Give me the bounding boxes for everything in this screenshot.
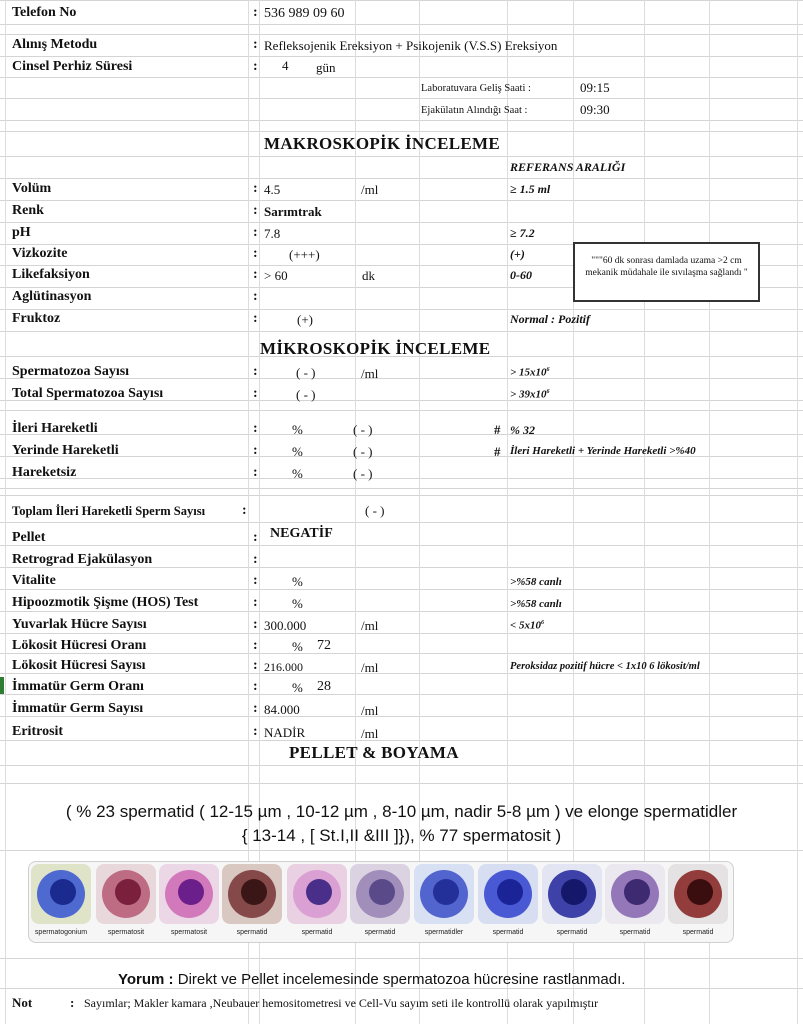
- sperm-sayisi-value: ( - ): [296, 365, 316, 380]
- colon: :: [253, 617, 258, 632]
- colon: :: [253, 701, 258, 716]
- ileri-ref: % 32: [510, 423, 535, 437]
- cell-image: [287, 864, 347, 924]
- hareketsiz-label: Hareketsiz: [12, 465, 77, 480]
- eritrosit-label: Eritrosit: [12, 724, 64, 739]
- makro-row-ref: 0-60: [510, 268, 532, 282]
- vitalite-label: Vitalite: [12, 573, 56, 588]
- hos-ref: >%58 canlı: [510, 598, 562, 610]
- cell-caption: spermatosit: [170, 929, 208, 936]
- sperm-sayisi-ref: > $15x10^6$: [510, 366, 550, 379]
- lokosit-oran-pct: %: [292, 639, 303, 654]
- immatur-sayi-unit: /ml: [361, 703, 379, 718]
- immatur-oran-value: 28: [317, 679, 331, 694]
- makro-row-ref: ≥ 1.5 ml: [510, 182, 551, 196]
- colon: :: [253, 267, 258, 282]
- likefaksiyon-note-box: [573, 242, 760, 302]
- vitalite-pct: %: [292, 574, 303, 589]
- total-sayisi-value: ( - ): [296, 387, 316, 402]
- cell-caption: spermatid: [619, 929, 651, 936]
- yerinde-value: ( - ): [353, 444, 373, 459]
- yorum: [118, 972, 625, 987]
- colon: :: [253, 573, 258, 588]
- cell-caption: spermatidler: [424, 929, 464, 936]
- yorum-label: Yorum :: [118, 971, 174, 988]
- makro-row-label: pH: [12, 225, 31, 240]
- alinis-value: Refleksojenik Ereksiyon + Psikojenik (V.S.S) Ereksiyon: [264, 38, 558, 53]
- colon: :: [253, 289, 258, 304]
- cell-caption: spermatid: [301, 929, 333, 936]
- lab-saat-value: 09:15: [580, 80, 610, 95]
- perhiz-label: Cinsel Perhiz Süresi: [12, 59, 133, 74]
- makro-row-value: 4.5: [264, 182, 281, 197]
- row-selection-marker: [0, 677, 4, 694]
- colon: :: [253, 225, 258, 240]
- cell-image: [478, 864, 538, 924]
- colon: :: [253, 465, 258, 480]
- yuvarlak-value: 300.000: [264, 618, 307, 633]
- yuvarlak-ref: < $5x10^6$: [510, 619, 545, 632]
- eritrosit-unit: /ml: [361, 726, 379, 741]
- yuvarlak-label: Yuvarlak Hücre Sayısı: [12, 617, 147, 632]
- ileri-label: İleri Hareketli: [12, 421, 98, 436]
- toplam-label: Toplam İleri Hareketli Sperm Sayısı: [12, 504, 206, 518]
- makro-row-label: Aglütinasyon: [12, 289, 92, 304]
- ileri-pct: %: [292, 422, 303, 437]
- lokosit-sayi-label: Lökosit Hücresi Sayısı: [12, 658, 146, 673]
- alinis-label: Alınış Metodu: [12, 37, 98, 52]
- colon: :: [253, 5, 258, 20]
- makro-row-value: 7.8: [264, 226, 281, 241]
- not-text: Sayımlar; Makler kamara ,Neubauer hemositometresi ve Cell-Vu sayım seti ile kontrollü olarak yapılmıştır: [84, 996, 599, 1010]
- colon: :: [253, 181, 258, 196]
- hareketsiz-value: ( - ): [353, 466, 373, 481]
- lokosit-sayi-unit: /ml: [361, 660, 379, 675]
- cell-caption: spermatid: [236, 929, 268, 936]
- yerinde-ref: İleri Hareketli + Yerinde Hareketli >%40: [510, 445, 696, 457]
- makro-row-unit: dk: [362, 268, 375, 283]
- pellet-value: NEGATİF: [270, 526, 333, 541]
- colon: :: [253, 595, 258, 610]
- cell-image: [668, 864, 728, 924]
- ejak-saat-label: Ejakülatın Alındığı Saat :: [421, 105, 528, 116]
- cell-caption: spermatogonium: [34, 929, 88, 936]
- cell-caption: spermatosit: [107, 929, 145, 936]
- vitalite-ref: >%58 canlı: [510, 576, 562, 588]
- yorum-text: Direkt ve Pellet incelemesinde spermatozoa hücresine rastlanmadı.: [173, 971, 626, 988]
- cell-image: [96, 864, 156, 924]
- colon: :: [253, 679, 258, 694]
- cell-caption: spermatid: [682, 929, 714, 936]
- likefaksiyon-note: """60 dk sonrası damlada uzama >2 cm mekanik müdahale ile sıvılaşma sağlandı ": [585, 256, 748, 278]
- makro-row-label: Renk: [12, 203, 44, 218]
- hareketsiz-pct: %: [292, 466, 303, 481]
- makro-row-value: > 60: [264, 268, 288, 283]
- hos-label: Hipoozmotik Şişme (HOS) Test: [12, 595, 199, 610]
- makro-row-label: Fruktoz: [12, 311, 61, 326]
- immatur-sayi-value: 84.000: [264, 702, 300, 717]
- makro-row-ref: Normal : Pozitif: [510, 312, 590, 326]
- cell-image: [159, 864, 219, 924]
- makro-row-unit: /ml: [361, 182, 379, 197]
- makro-row-value: (+): [297, 312, 313, 327]
- mikro-title: MİKROSKOPİK İNCELEME: [260, 339, 491, 358]
- total-sayisi-ref: > $39x10^6$: [510, 388, 550, 401]
- total-sayisi-label: Total Spermatozoa Sayısı: [12, 386, 164, 401]
- referans-title: REFERANS ARALIĞI: [510, 160, 626, 174]
- cell-caption: spermatid: [556, 929, 588, 936]
- makro-title: MAKROSKOPİK İNCELEME: [264, 134, 500, 153]
- ileri-hash: #: [494, 422, 501, 437]
- lokosit-oran-label: Lökosit Hücresi Oranı: [12, 638, 147, 653]
- colon: :: [253, 37, 258, 52]
- colon: :: [253, 724, 258, 739]
- colon: :: [253, 364, 258, 379]
- colon: :: [253, 421, 258, 436]
- makro-row-value: Sarımtrak: [264, 204, 322, 219]
- pellet-label: Pellet: [12, 530, 46, 545]
- telefon-value: 536 989 09 60: [264, 6, 345, 21]
- lab-saat-label: Laboratuvara Geliş Saati :: [421, 83, 531, 94]
- colon: :: [253, 552, 258, 567]
- yerinde-pct: %: [292, 444, 303, 459]
- lokosit-sayi-ref: Peroksidaz pozitif hücre < 1x10 6 lökosit/ml: [510, 661, 700, 672]
- colon: :: [253, 59, 258, 74]
- immatur-sayi-label: İmmatür Germ Sayısı: [12, 701, 144, 716]
- colon: :: [253, 311, 258, 326]
- yuvarlak-unit: /ml: [361, 618, 379, 633]
- ejak-saat-value: 09:30: [580, 102, 610, 117]
- colon: :: [253, 638, 258, 653]
- perhiz-value: 4: [282, 58, 289, 73]
- makro-row-label: Likefaksiyon: [12, 267, 90, 282]
- retrograd-label: Retrograd Ejakülasyon: [12, 552, 153, 567]
- yerinde-hash: #: [494, 444, 501, 459]
- makro-row-value: (+++): [289, 247, 320, 262]
- immatur-oran-pct: %: [292, 680, 303, 695]
- eritrosit-value: NADİR: [264, 725, 306, 740]
- makro-row-ref: (+): [510, 247, 525, 261]
- colon: :: [253, 386, 258, 401]
- cell-image: [414, 864, 474, 924]
- not-label: Not: [12, 995, 33, 1010]
- colon: :: [253, 658, 258, 673]
- makro-row-label: Vizkozite: [12, 246, 68, 261]
- pellet-boyama-line1: ( % 23 spermatid ( 12-15 µm , 10-12 µm , 8-10 µm, nadir 5-8 µm ) ve elonge spermatidler: [65, 802, 738, 821]
- cell-image: [605, 864, 665, 924]
- yerinde-label: Yerinde Hareketli: [12, 443, 119, 458]
- ileri-value: ( - ): [353, 422, 373, 437]
- colon: :: [253, 246, 258, 261]
- sperm-sayisi-unit: /ml: [361, 366, 379, 381]
- pellet-boyama-title: PELLET & BOYAMA: [289, 743, 459, 762]
- makro-row-label: Volüm: [12, 181, 52, 196]
- cell-image: [542, 864, 602, 924]
- colon: :: [253, 530, 258, 545]
- cell-image: [222, 864, 282, 924]
- cell-image: [31, 864, 91, 924]
- hos-pct: %: [292, 596, 303, 611]
- toplam-value: ( - ): [365, 503, 385, 518]
- colon: :: [253, 443, 258, 458]
- telefon-label: Telefon No: [12, 5, 77, 20]
- cell-caption: spermatid: [492, 929, 524, 936]
- perhiz-unit: gün: [316, 60, 336, 75]
- lokosit-sayi-value: 216.000: [264, 660, 303, 674]
- not-colon: :: [70, 995, 75, 1010]
- cell-image: [350, 864, 410, 924]
- immatur-oran-label: İmmatür Germ Oranı: [12, 679, 144, 694]
- makro-row-ref: ≥ 7.2: [510, 226, 535, 240]
- cell-caption: spermatid: [364, 929, 396, 936]
- sperm-sayisi-label: Spermatozoa Sayısı: [12, 364, 130, 379]
- pellet-boyama-line2: { 13-14 , [ St.I,II &III ]}), % 77 spermatosit ): [241, 825, 562, 845]
- colon: :: [242, 503, 247, 518]
- pellet-boyama-text: [20, 800, 783, 848]
- lokosit-oran-value: 72: [317, 638, 331, 653]
- colon: :: [253, 203, 258, 218]
